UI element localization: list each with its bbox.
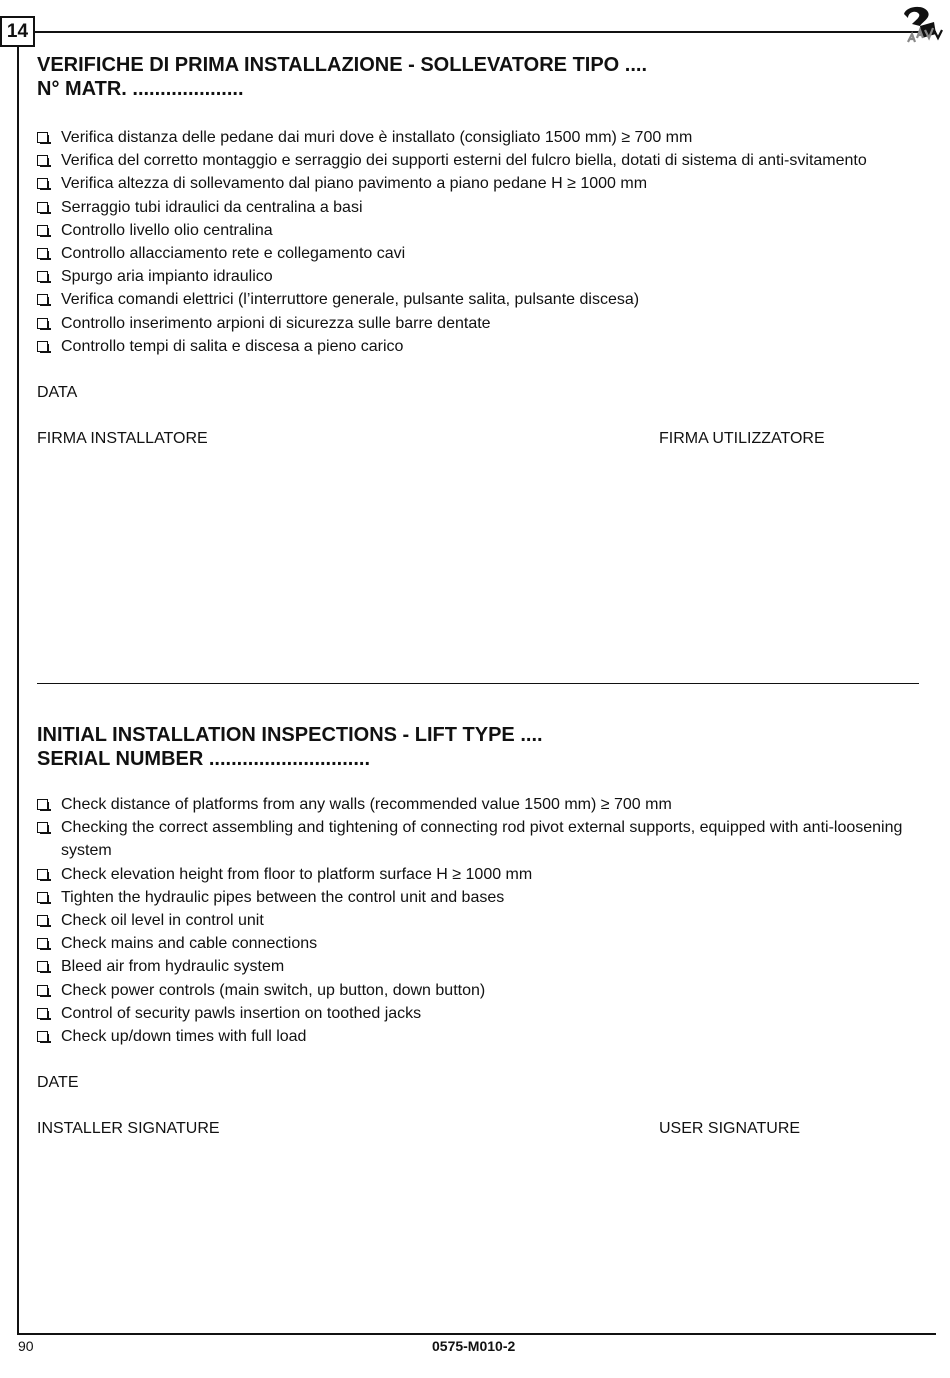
checklist-item[interactable]: Verifica comandi elettrici (l’interruttore generale, pulsante salita, pulsante discesa) <box>37 288 927 311</box>
english-title-line1: INITIAL INSTALLATION INSPECTIONS - LIFT TYPE .... <box>37 724 543 746</box>
italian-section <box>37 53 927 101</box>
checkbox-icon[interactable] <box>37 822 48 833</box>
checklist-item[interactable]: Checking the correct assembling and tightening of connecting rod pivot external supports, equipped with anti-loosening system <box>37 816 907 862</box>
checkbox-icon[interactable] <box>37 178 48 189</box>
checkbox-icon[interactable] <box>37 132 48 143</box>
checklist-item[interactable]: Verifica altezza di sollevamento dal piano pavimento a piano pedane H ≥ 1000 mm <box>37 172 927 195</box>
checklist-item[interactable]: Controllo livello olio centralina <box>37 219 927 242</box>
checkbox-icon[interactable] <box>37 225 48 236</box>
checkbox-icon[interactable] <box>37 318 48 329</box>
footer-page-number: 90 <box>18 1338 34 1354</box>
italian-title-line2: N° MATR. .................... <box>37 78 244 100</box>
section-divider <box>37 683 919 684</box>
english-title-line2: SERIAL NUMBER ............................. <box>37 748 371 770</box>
checkbox-icon[interactable] <box>37 1008 48 1019</box>
italian-user-signature-label: FIRMA UTILIZZATORE <box>659 430 825 447</box>
checkbox-icon[interactable] <box>37 1031 48 1042</box>
checklist-item[interactable]: Check mains and cable connections <box>37 932 907 955</box>
checklist-item[interactable]: Verifica del corretto montaggio e serraggio dei supporti esterni del fulcro biella, dotati di sistema di anti-svitamento <box>37 149 927 172</box>
rav-logo-icon <box>898 4 946 56</box>
checkbox-icon[interactable] <box>37 294 48 305</box>
italian-checklist <box>37 126 927 358</box>
checkbox-icon[interactable] <box>37 869 48 880</box>
english-section <box>37 723 927 771</box>
italian-title-line1: VERIFICHE DI PRIMA INSTALLAZIONE - SOLLEVATORE TIPO .... <box>37 54 648 76</box>
checklist-item[interactable]: Bleed air from hydraulic system <box>37 955 907 978</box>
checklist-item[interactable]: Check elevation height from floor to platform surface H ≥ 1000 mm <box>37 863 907 886</box>
checklist-item[interactable]: Controllo allacciamento rete e collegamento cavi <box>37 242 927 265</box>
checkbox-icon[interactable] <box>37 985 48 996</box>
english-installer-signature-label: INSTALLER SIGNATURE <box>37 1120 220 1137</box>
checklist-item[interactable]: Spurgo aria impianto idraulico <box>37 265 927 288</box>
checkbox-icon[interactable] <box>37 155 48 166</box>
checkbox-icon[interactable] <box>37 799 48 810</box>
english-date-label: DATE <box>37 1074 79 1091</box>
checklist-item[interactable]: Serraggio tubi idraulici da centralina a basi <box>37 196 927 219</box>
checklist-item[interactable]: Check distance of platforms from any walls (recommended value 1500 mm) ≥ 700 mm <box>37 793 907 816</box>
checklist-item[interactable]: Verifica distanza delle pedane dai muri dove è installato (consigliato 1500 mm) ≥ 700 mm <box>37 126 927 149</box>
checkbox-icon[interactable] <box>37 248 48 259</box>
footer-document-code: 0575-M010-2 <box>432 1338 516 1354</box>
checkbox-icon[interactable] <box>37 938 48 949</box>
english-user-signature-label: USER SIGNATURE <box>659 1120 801 1137</box>
checklist-item[interactable]: Tighten the hydraulic pipes between the control unit and bases <box>37 886 907 909</box>
checklist-item[interactable]: Check power controls (main switch, up button, down button) <box>37 979 907 1002</box>
italian-date-label: DATA <box>37 384 78 401</box>
checkbox-icon[interactable] <box>37 892 48 903</box>
checkbox-icon[interactable] <box>37 341 48 352</box>
page-tab-number: 14 <box>0 16 35 47</box>
checkbox-icon[interactable] <box>37 202 48 213</box>
checklist-item[interactable]: Controllo inserimento arpioni di sicurezza sulle barre dentate <box>37 312 927 335</box>
checklist-item[interactable]: Check up/down times with full load <box>37 1025 907 1048</box>
english-checklist <box>37 793 907 1048</box>
checkbox-icon[interactable] <box>37 961 48 972</box>
checklist-item[interactable]: Check oil level in control unit <box>37 909 907 932</box>
checkbox-icon[interactable] <box>37 271 48 282</box>
checkbox-icon[interactable] <box>37 915 48 926</box>
checklist-item[interactable]: Control of security pawls insertion on toothed jacks <box>37 1002 907 1025</box>
checklist-item[interactable]: Controllo tempi di salita e discesa a pieno carico <box>37 335 927 358</box>
italian-installer-signature-label: FIRMA INSTALLATORE <box>37 430 208 447</box>
